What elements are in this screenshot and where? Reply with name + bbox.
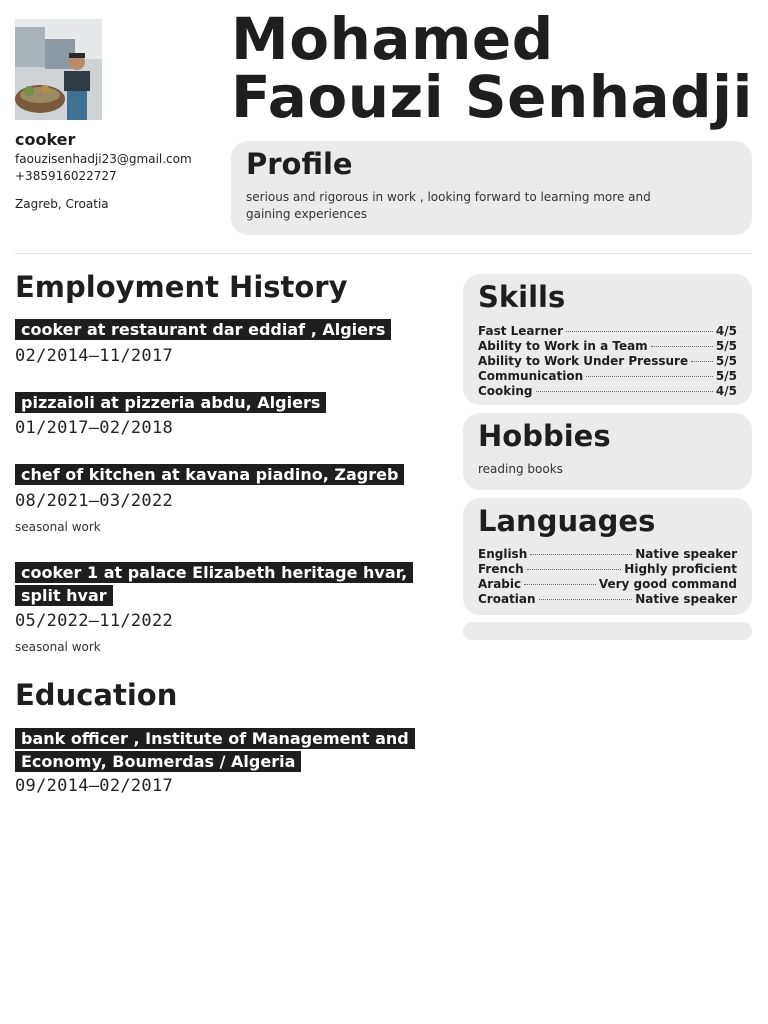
- skills-card: [463, 274, 752, 405]
- employment-dates: 08/2021—03/2022: [15, 491, 174, 511]
- language-row: French Highly proficient: [478, 562, 737, 576]
- full-name: Mohamed Faouzi Senhadji: [231, 5, 753, 131]
- profile-text: serious and rigorous in work , looking forward to learning more and gaining experiences: [246, 190, 651, 221]
- skill-row: Communication 5/5: [478, 369, 737, 383]
- employment-heading: pizzaioli at pizzeria abdu, Algiers: [15, 391, 435, 414]
- language-row: Arabic Very good command: [478, 577, 737, 591]
- languages-card: [463, 498, 752, 615]
- skills-title: Skills: [478, 280, 566, 314]
- education-title: Education: [15, 678, 178, 712]
- education-dates: 09/2014—02/2017: [15, 776, 174, 796]
- employment-note: seasonal work: [15, 640, 101, 654]
- employment-note: seasonal work: [15, 520, 101, 534]
- employment-dates: 02/2014—11/2017: [15, 346, 174, 366]
- employment-heading: cooker 1 at palace Elizabeth heritage hvar, split hvar: [15, 561, 435, 607]
- languages-title: Languages: [478, 504, 656, 538]
- hobbies-card: [463, 413, 752, 490]
- employment-title: Employment History: [15, 270, 348, 304]
- hobbies-title: Hobbies: [478, 419, 611, 453]
- language-row: English Native speaker: [478, 547, 737, 561]
- email: faouzisenhadji23@gmail.com: [15, 152, 192, 166]
- education-heading: bank officer , Institute of Management and Economy, Boumerdas / Algeria: [15, 727, 435, 773]
- profile-title: Profile: [246, 147, 353, 181]
- language-row: Croatian Native speaker: [478, 592, 737, 606]
- phone: +385916022727: [15, 169, 117, 183]
- employment-heading: chef of kitchen at kavana piadino, Zagreb: [15, 463, 435, 486]
- skill-row: Fast Learner 4/5: [478, 324, 737, 338]
- employment-dates: 01/2017—02/2018: [15, 418, 174, 438]
- location: Zagreb, Croatia: [15, 197, 109, 211]
- skill-row: Ability to Work Under Pressure 5/5: [478, 354, 737, 368]
- employment-dates: 05/2022—11/2022: [15, 611, 174, 631]
- profile-card: [231, 141, 752, 235]
- job-title: cooker: [15, 130, 76, 149]
- empty-section-card: [463, 622, 752, 640]
- skill-row: Ability to Work in a Team 5/5: [478, 339, 737, 353]
- employment-heading: cooker at restaurant dar eddiaf , Algiers: [15, 318, 435, 341]
- skill-row: Cooking 4/5: [478, 384, 737, 398]
- divider: [15, 253, 752, 254]
- profile-photo: [15, 19, 102, 120]
- hobbies-text: reading books: [478, 462, 563, 476]
